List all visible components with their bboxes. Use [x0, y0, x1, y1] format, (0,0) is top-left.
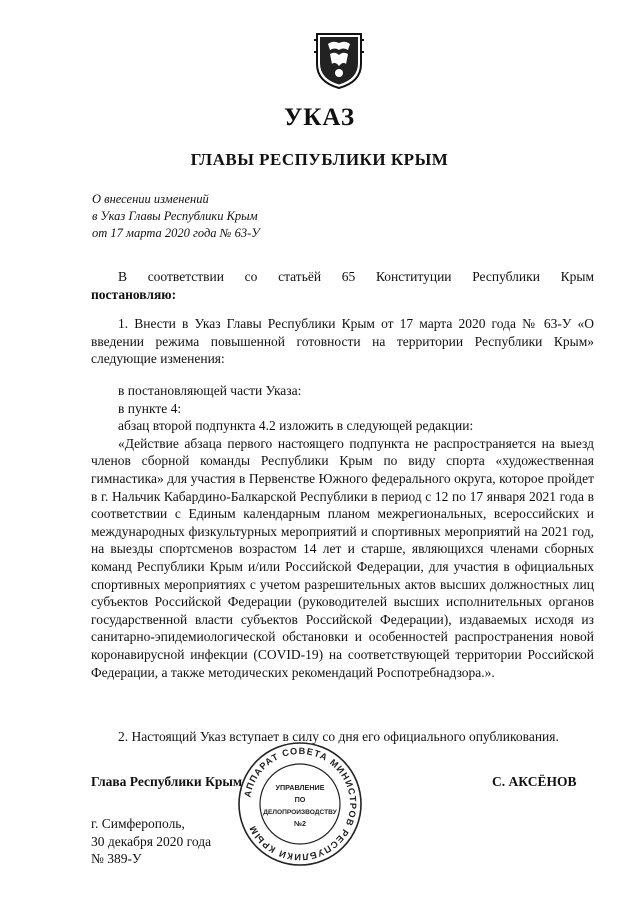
stamp-line: №2: [293, 819, 307, 828]
stamp-ring-text: АППАРАТ СОВЕТА МИНИСТРОВ РЕСПУБЛИКИ КРЫМ: [242, 745, 359, 863]
stamp-line: ПО: [294, 795, 306, 804]
stamp-line: ДЕЛОПРОИЗВОДСТВУ: [263, 809, 337, 816]
decree-date: 30 декабря 2020 года: [91, 833, 212, 849]
decree-number: № 389-У: [91, 851, 142, 866]
preamble-resolve: постановляю:: [91, 286, 177, 302]
amendment-line: в постановляющей части Указа:: [118, 383, 302, 398]
place-date-number: [91, 815, 211, 868]
subject-line: О внесении изменений: [92, 192, 209, 206]
signatory-name: С. АКСЁНОВ: [492, 774, 577, 789]
crimea-coat-of-arms-icon: [313, 30, 365, 90]
subject-line: в Указ Главы Республики Крым: [92, 209, 258, 223]
decree-subtitle: ГЛАВЫ РЕСПУБЛИКИ КРЫМ: [190, 150, 449, 169]
decree-title: УКАЗ: [283, 104, 356, 131]
official-stamp: [236, 740, 364, 868]
item-2-text: 2. Настоящий Указ вступает в силу со дня его официального опубликования.: [118, 729, 559, 744]
item-1: [91, 315, 594, 368]
amendment-line: в пункте 4:: [118, 400, 182, 416]
amendment-block: [91, 382, 594, 681]
stamp-line: УПРАВЛЕНИЕ: [275, 783, 325, 792]
preamble: [91, 268, 594, 303]
preamble-text: В соответствии со статьёй 65 Конституции Республики Крым: [118, 269, 594, 284]
decree-subject: [92, 191, 260, 242]
subject-line: от 17 марта 2020 года № 63-У: [92, 226, 260, 240]
item-1-text: 1. Внести в Указ Главы Республики Крым от 17 марта 2020 года № 63-У «О введении режима повышенной готовности на территории Республики Крым» следующие изменения:: [91, 316, 594, 367]
amendment-line: абзац второй подпункта 4.2 изложить в следующей редакции:: [118, 418, 474, 434]
signatory-position: Глава Республики Крым: [91, 774, 243, 789]
place-city: г. Симферополь,: [91, 816, 185, 831]
amendment-quote: «Действие абзаца первого настоящего подпункта не распространяется на выезд членов сборной команды Республики Крым по виду спорта «художественная гимнастика» для участия в Первенстве Южного федерального округа, которое пройдет в г. Нальчик Кабардино-Балкарской Республики в период с 12 по 17 января 2021 года в соответствии с Единым календарным планом межрегиональных, всероссийских и международных физкультурных мероприятий и спортивных мероприятий на 2021 год, на выезды спортсменов возрастом 14 лет и старше, являющихся членами сборных команд Республики Крым и/или Российской Федерации, для участия в официальных спортивных мероприятиях с учетом разрешительных актов высших должностных лиц субъектов Российской Федерации (руководителей высших исполнительных органов государственной власти субъектов Российской Федерации), издаваемых исходя из санитарно-эпидемиологической обстановки и особенностей распространения новой коронавирусной инфекции (COVID-19) на соответствующей территории Российской Федерации, а также методических рекомендаций Роспотребнадзора.».: [91, 435, 594, 680]
